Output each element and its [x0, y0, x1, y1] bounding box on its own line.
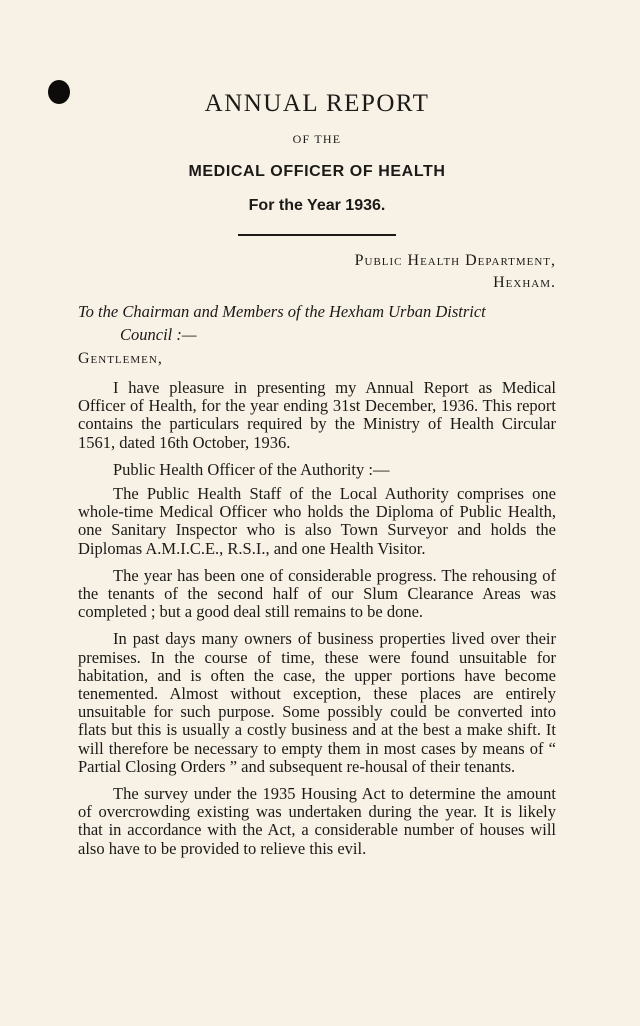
department-name: Public Health Department,	[354, 252, 556, 269]
department-block	[355, 250, 556, 294]
report-subtitle: MEDICAL OFFICER OF HEALTH	[188, 163, 446, 180]
paragraph: The Public Health Staff of the Local Authority comprises one whole-time Medical Officer who holds the Diploma of Public Health, one Sanitary Inspector who is also Town Surveyor and holds the Diplomas A.M.I.C.E., R.S.I., and one Health Visitor.	[78, 484, 556, 558]
paragraph: The survey under the 1935 Housing Act to determine the amount of overcrowding existing was undertaken during the year. It is likely that in accordance with the Act, a considerable number of houses will also have to be provided to relieve this evil.	[78, 784, 556, 858]
report-year: For the Year 1936.	[248, 197, 386, 214]
title-rule	[238, 234, 396, 236]
paragraph: Public Health Officer of the Authority :—	[113, 459, 390, 479]
punch-hole	[48, 80, 70, 104]
department-town: Hexham.	[493, 274, 556, 291]
address-block	[78, 300, 556, 346]
salutation: Gentlemen,	[78, 350, 163, 367]
report-of-the: OF THE	[292, 132, 342, 146]
paragraph: In past days many owners of business properties lived over their premises. In the course of time, these were found unsuitable for habitation, and is often the case, the upper portions have become tenemented. Almost without exception, these places are entirely unsuitable for such purpose. Some possibly could be converted into flats but this is usually a costly business and at the best a make shift. It will therefore be necessary to empty them in most cases by means of “ Partial Closing Orders ” and subsequent re-housal of their tenants.	[78, 629, 556, 776]
address-line-2: Council :—	[120, 325, 197, 344]
report-title: ANNUAL REPORT	[204, 90, 430, 117]
paragraph: The year has been one of considerable progress. The rehousing of the tenants of the second half of our Slum Clearance Areas was completed ; but a good deal still remains to be done.	[78, 565, 556, 622]
report-body	[78, 379, 556, 867]
paragraph: I have pleasure in presenting my Annual Report as Medical Officer of Health, for the year ending 31st December, 1936. This report contains the particulars required by the Ministry of Health Circular 1561, dated 16th October, 1936.	[78, 378, 556, 452]
address-line-1: To the Chairman and Members of the Hexham Urban District	[78, 302, 486, 321]
